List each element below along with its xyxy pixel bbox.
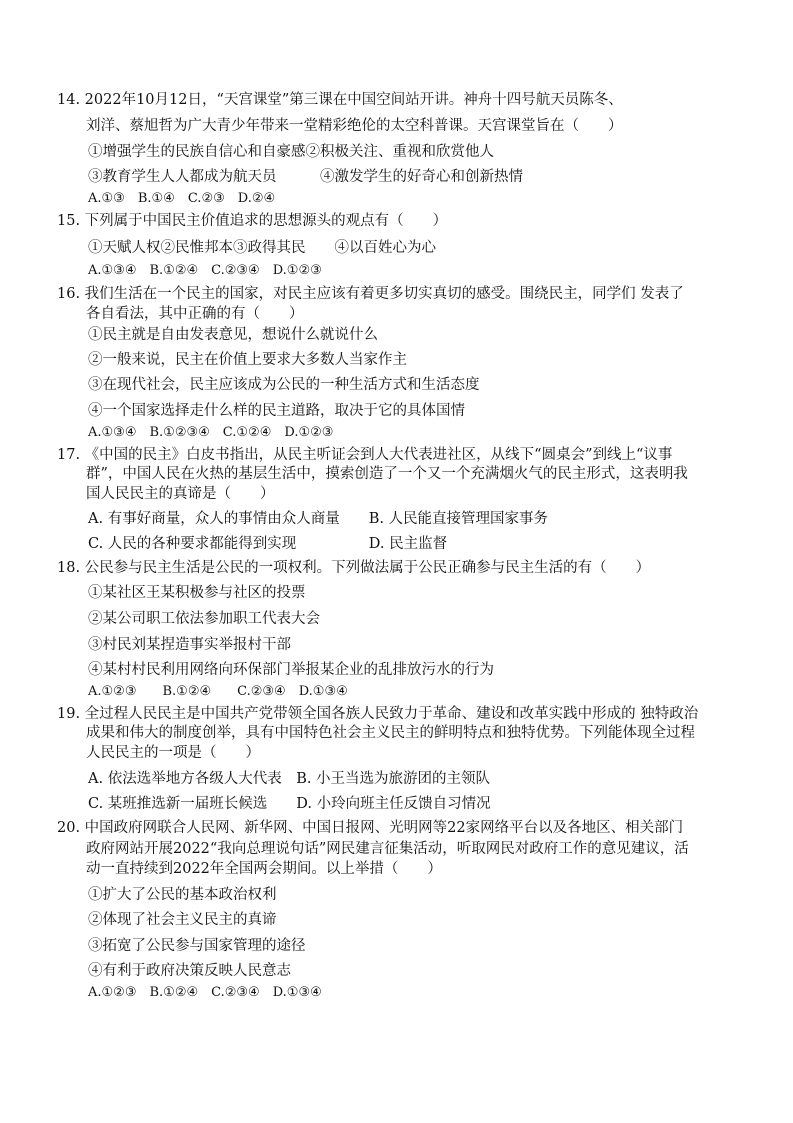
q14-stem-line-1: 14. 2022年10月12日，“天宫课堂”第三课在中国空间站开讲。神舟十四号航天员陈冬、 <box>57 92 623 108</box>
q17-stem-line-3: 国人民民主的真谛是（ ） <box>86 486 275 502</box>
q20-item-line: ①扩大了公民的基本政治权利 <box>88 887 277 903</box>
q16-stem-line-2: 各自看法，其中正确的有（ ） <box>86 306 304 322</box>
q18-stem: 18. 公民参与民主生活是公民的一项权利。下列做法属于公民正确参与民主生活的有（ ） <box>57 560 651 576</box>
q19-stem-line-3: 人民民主的一项是（ ） <box>86 745 260 761</box>
q16-item-line: ③在现代社会，民主应该成为公民的一种生活方式和生活态度 <box>88 377 480 393</box>
q20-item-line: ④有利于政府决策反映人民意志 <box>88 963 291 979</box>
q14-options: A.①③ B.①④ C.②③ D.②④ <box>88 191 276 206</box>
q19-stem-line-1: 19. 全过程人民民主是中国共产党带领全国各族人民致力于革命、建设和改革实践中形成的 独特政治 <box>57 706 699 722</box>
q16-item-line: ①民主就是自由发表意见，想说什么就说什么 <box>88 327 378 343</box>
q16-item-line: ④一个国家选择走什么样的民主道路，取决于它的具体国情 <box>88 403 465 419</box>
q14-item-line: ③教育学生人人都成为航天员 ④激发学生的好奇心和创新热情 <box>88 169 523 185</box>
q20-item-line: ③拓宽了公民参与国家管理的途径 <box>88 938 306 954</box>
q18-options: A.①②③ B.①②④ C.②③④ D.①③④ <box>88 684 348 699</box>
q20-item-line: ②体现了社会主义民主的真谛 <box>88 912 277 928</box>
q19-stem-line-2: 成果和伟大的制度创举，具有中国特色社会主义民主的鲜明特点和独特优势。下列能体现全过程 <box>86 725 695 741</box>
q17-stem-line-2: 群”，中国人民在火热的基层生活中，摸索创造了一个又一个充满烟火气的民主形式，这表明我 <box>86 466 688 482</box>
q18-item-line: ②某公司职工依法参加职工代表大会 <box>88 611 320 627</box>
q17-option-line: A. 有事好商量，众人的事情由众人商量 B. 人民能直接管理国家事务 <box>88 511 549 527</box>
q19-option-line: A. 依法选举地方各级人大代表 B. 小王当选为旅游团的主领队 <box>88 771 491 787</box>
q20-stem-line-1: 20. 中国政府网联合人民网、新华网、中国日报网、光明网等22家网络平台以及各地区、相关部门 <box>57 820 684 836</box>
q14-stem-line-2: 刘洋、蔡旭哲为广大青少年带来一堂精彩绝伦的太空科普课。天宫课堂旨在（ ） <box>86 118 623 134</box>
q15-item-line: ①天赋人权②民惟邦本③政得其民 ④以百姓心为心 <box>88 240 436 256</box>
q15-options: A.①③④ B.①②④ C.②③④ D.①②③ <box>88 263 322 278</box>
q17-stem-line-1: 17. 《中国的民主》白皮书指出，从民主听证会到人大代表进社区，从线下“圆桌会”到线上“议事 <box>57 447 673 463</box>
q14-item-line: ①增强学生的民族自信心和自豪感②积极关注、重视和欣赏他人 <box>88 144 494 160</box>
q17-option-line: C. 人民的各种要求都能得到实现 D. 民主监督 <box>88 536 448 552</box>
q15-stem: 15. 下列属于中国民主价值追求的思想源头的观点有（ ） <box>57 213 448 229</box>
q20-options: A.①②③ B.①②④ C.②③④ D.①③④ <box>88 985 322 1000</box>
q20-stem-line-2: 政府网站开展2022“我向总理说句话”网民建言征集活动，听取网民对政府工作的意见建议，活 <box>86 841 689 857</box>
q16-options: A.①③④ B.①②③④ C.①②④ D.①②③ <box>88 425 334 440</box>
q18-item-line: ④某村村民利用网络向环保部门举报某企业的乱排放污水的行为 <box>88 662 494 678</box>
q16-stem-line-1: 16. 我们生活在一个民主的国家，对民主应该有着更多切实真切的感受。围绕民主，同学们 发表了 <box>57 286 684 302</box>
q16-item-line: ②一般来说，民主在价值上要求大多数人当家作主 <box>88 352 407 368</box>
q19-option-line: C. 某班推选新一届班长候选 D. 小玲向班主任反馈自习情况 <box>88 796 491 812</box>
q18-item-line: ①某社区王某积极参与社区的投票 <box>88 585 306 601</box>
q20-stem-line-3: 动一直持续到2022年全国两会期间。以上举措（ ） <box>86 861 442 877</box>
q18-item-line: ③村民刘某捏造事实举报村干部 <box>88 637 291 653</box>
